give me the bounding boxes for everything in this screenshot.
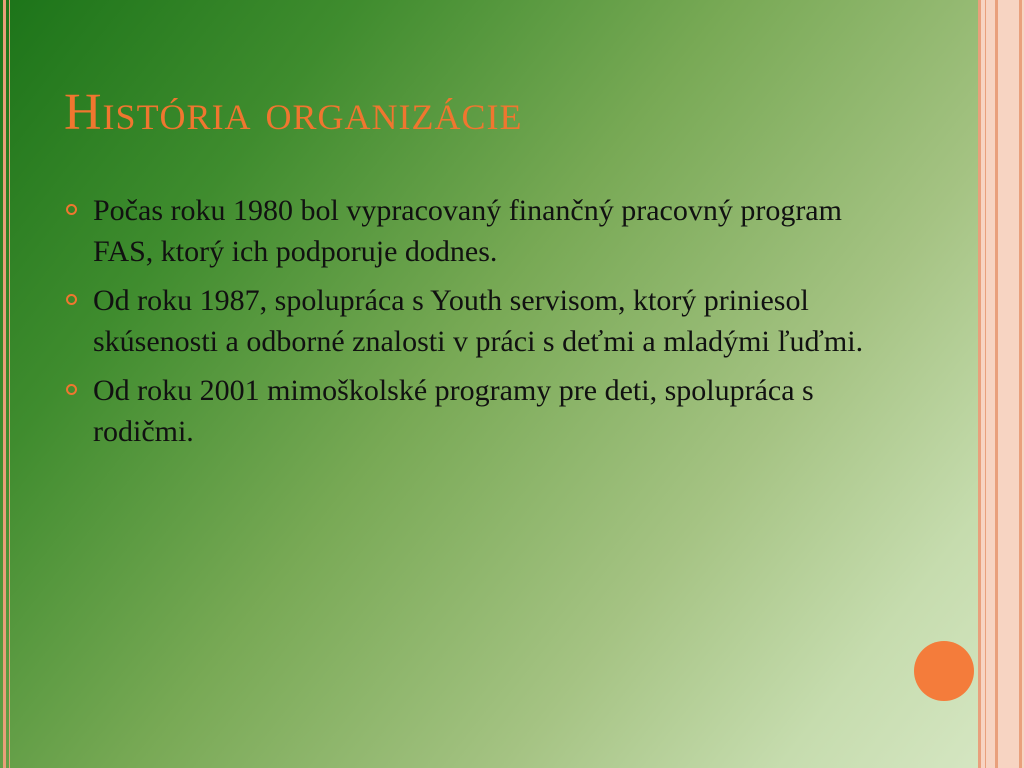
bullet-text: Počas roku 1980 bol vypracovaný finančný pracovný program FAS, ktorý ich podporuje dodnes. xyxy=(93,194,842,268)
slide-title: História organizácie xyxy=(64,84,523,141)
bullet-item xyxy=(60,370,880,452)
right-decorative-line xyxy=(985,0,986,768)
right-decorative-line xyxy=(1019,0,1022,768)
decorative-circle-icon xyxy=(914,641,974,701)
bullet-circle-icon xyxy=(66,384,77,395)
bullet-list xyxy=(60,190,880,460)
bullet-item xyxy=(60,280,880,362)
right-decorative-line xyxy=(978,0,981,768)
left-decorative-line xyxy=(3,0,6,768)
bullet-circle-icon xyxy=(66,294,77,305)
right-decorative-line xyxy=(995,0,998,768)
bullet-item xyxy=(60,190,880,272)
bullet-text: Od roku 1987, spolupráca s Youth servisom, ktorý priniesol skúsenosti a odborné znalosti v práci s deťmi a mladými ľuďmi. xyxy=(93,284,864,358)
bullet-text: Od roku 2001 mimoškolské programy pre deti, spolupráca s rodičmi. xyxy=(93,374,814,448)
bullet-circle-icon xyxy=(66,204,77,215)
left-decorative-line-thin xyxy=(9,0,10,768)
